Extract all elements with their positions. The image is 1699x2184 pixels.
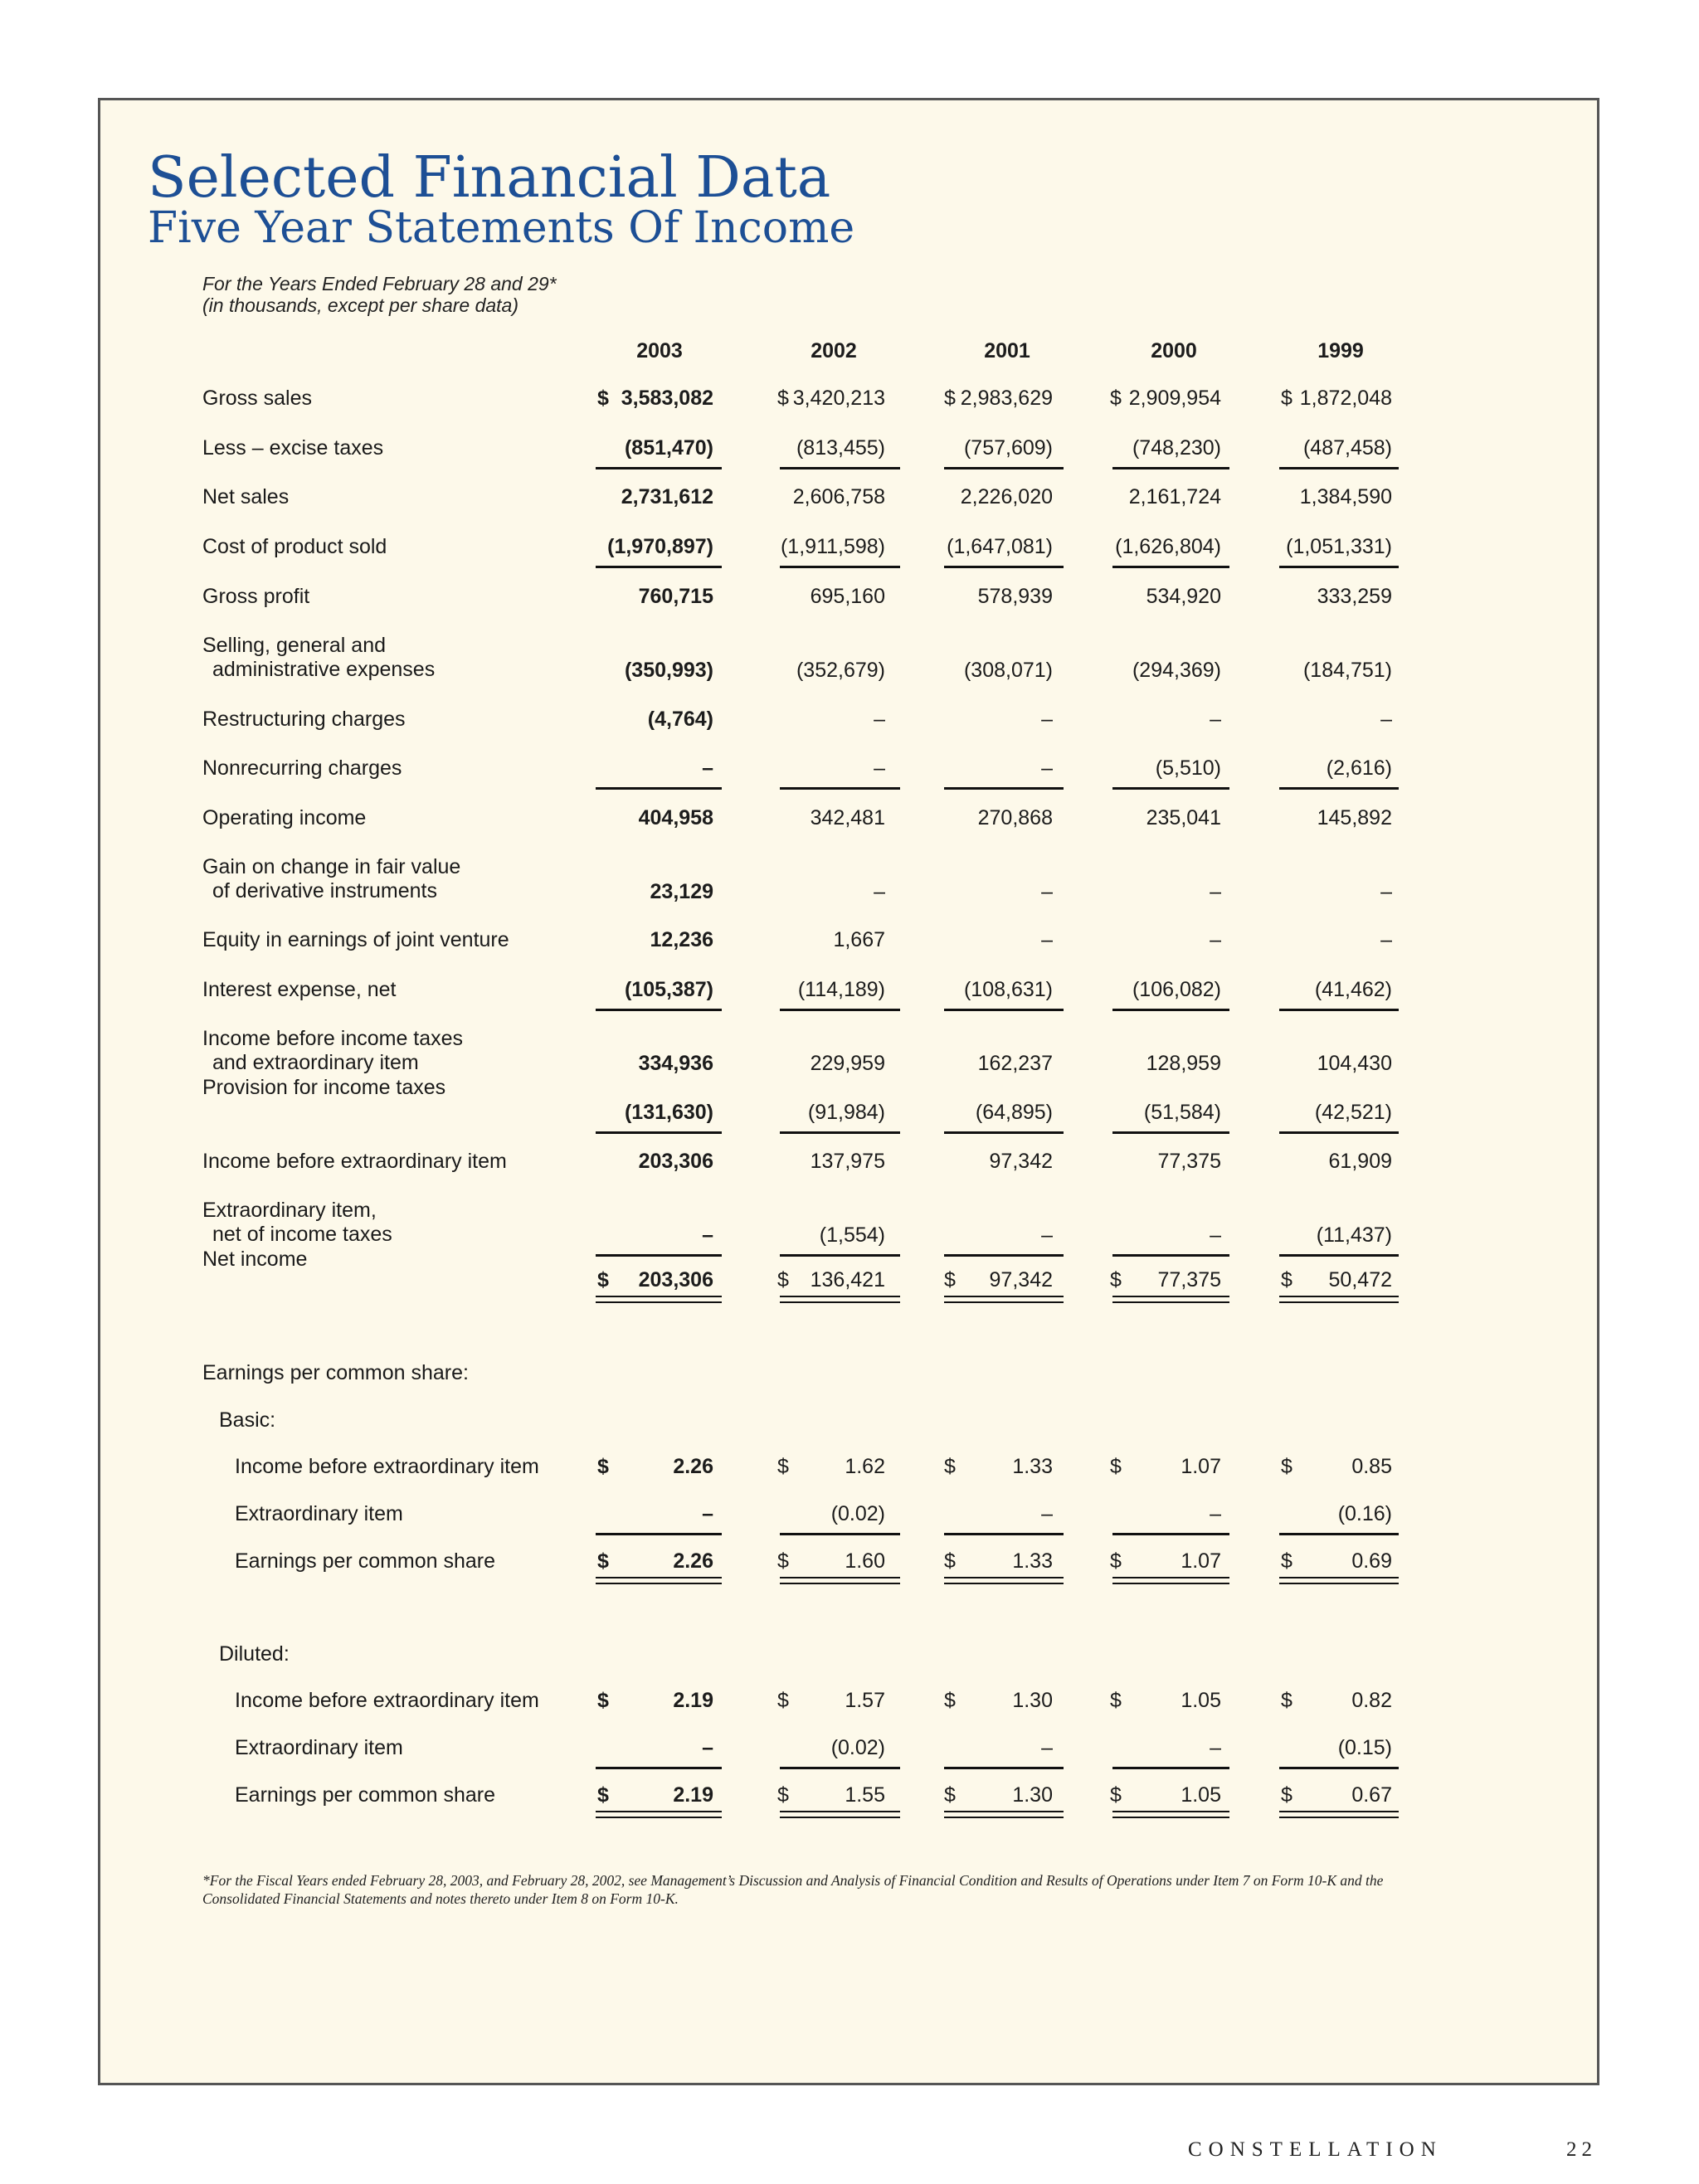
income-row-17-currency-symbol: $ — [1281, 1268, 1293, 1291]
income-row-3-value: 2,226,020 — [960, 485, 1053, 508]
income-row-8-value: (2,616) — [1326, 756, 1392, 780]
eps-diluted-row-3-value: 1.30 — [1012, 1783, 1053, 1807]
total-double-rule — [596, 1577, 722, 1578]
subtotal-rule — [944, 787, 1064, 790]
income-row-1-value: 3,420,213 — [792, 387, 885, 410]
income-row-10-value: – — [874, 880, 885, 903]
eps-basic-row-3-currency-symbol: $ — [1281, 1549, 1293, 1573]
eps-basic-row-1-value: 1.33 — [1012, 1455, 1053, 1478]
eps-basic-row-3-currency-symbol: $ — [597, 1549, 609, 1573]
income-row-10-value: 23,129 — [650, 880, 713, 903]
income-row-3-value: 2,606,758 — [792, 485, 885, 508]
income-row-15-value: 97,342 — [989, 1150, 1053, 1173]
subtotal-rule — [1279, 566, 1399, 568]
income-row-6-label: Selling, general and — [202, 634, 386, 657]
income-row-17-currency-symbol: $ — [777, 1268, 789, 1291]
eps-basic-row-3-value: 1.07 — [1181, 1549, 1221, 1573]
subtotal-rule — [1279, 1254, 1399, 1257]
income-row-9-value: 404,958 — [638, 806, 713, 829]
total-double-rule — [944, 1296, 1064, 1297]
income-row-13-value: 229,959 — [810, 1052, 885, 1075]
income-row-10-value: – — [1380, 880, 1392, 903]
eps-basic-row-3-currency-symbol: $ — [1110, 1549, 1122, 1573]
eps-basic-row-1-currency-symbol: $ — [1281, 1455, 1293, 1478]
income-row-1-value: 1,872,048 — [1299, 387, 1392, 410]
income-row-11-value: – — [1380, 928, 1392, 951]
eps-basic-heading: Basic: — [219, 1408, 276, 1432]
income-row-13-label: and extraordinary item — [212, 1051, 419, 1074]
total-double-rule — [1279, 1817, 1399, 1818]
income-row-10-label: of derivative instruments — [212, 879, 437, 902]
income-row-4-value: (1,626,804) — [1115, 535, 1221, 558]
eps-basic-row-2-value: (0.02) — [830, 1502, 885, 1525]
income-row-7-value: (4,764) — [647, 708, 713, 731]
income-row-12-value: (108,631) — [963, 978, 1053, 1001]
subtotal-rule — [596, 1009, 722, 1011]
income-row-9-label: Operating income — [202, 806, 367, 829]
subtotal-rule — [944, 1254, 1064, 1257]
income-row-5-value: 695,160 — [810, 585, 885, 608]
subtotal-rule — [596, 787, 722, 790]
income-row-14-label: Provision for income taxes — [202, 1076, 446, 1099]
eps-diluted-row-2-value: (0.02) — [830, 1736, 885, 1759]
income-row-12-label: Interest expense, net — [202, 978, 397, 1001]
income-row-8-label: Nonrecurring charges — [202, 756, 402, 780]
total-double-rule — [1112, 1296, 1229, 1297]
income-row-9-value: 145,892 — [1317, 806, 1392, 829]
income-row-8-value: – — [702, 756, 713, 780]
subtotal-rule — [780, 1767, 900, 1769]
total-double-rule — [596, 1583, 722, 1584]
eps-diluted-row-3-currency-symbol: $ — [597, 1783, 609, 1807]
income-row-14-value: (131,630) — [624, 1101, 713, 1124]
eps-diluted-row-1-currency-symbol: $ — [944, 1689, 956, 1712]
income-row-1-currency-symbol: $ — [1281, 387, 1293, 410]
year-header-2002: 2002 — [811, 339, 857, 362]
total-double-rule — [1112, 1583, 1229, 1584]
income-row-3-value: 2,731,612 — [621, 485, 713, 508]
eps-basic-row-3-value: 1.60 — [845, 1549, 885, 1573]
income-row-9-value: 235,041 — [1146, 806, 1221, 829]
income-row-11-value: 1,667 — [833, 928, 885, 951]
subtotal-rule — [1112, 566, 1229, 568]
income-row-13-value: 162,237 — [977, 1052, 1053, 1075]
eps-diluted-row-2-label: Extraordinary item — [235, 1736, 403, 1759]
year-header-2000: 2000 — [1151, 339, 1197, 362]
eps-diluted-row-1-value: 0.82 — [1351, 1689, 1392, 1712]
eps-diluted-row-1-value: 1.05 — [1181, 1689, 1221, 1712]
income-row-8-value: – — [874, 756, 885, 780]
income-row-2-value: (487,458) — [1302, 436, 1392, 460]
total-double-rule — [1112, 1811, 1229, 1812]
subtotal-rule — [780, 1533, 900, 1535]
income-row-1-value: 2,983,629 — [960, 387, 1053, 410]
eps-basic-row-2-value: – — [1041, 1502, 1053, 1525]
income-row-6-label: administrative expenses — [212, 658, 436, 681]
income-row-17-value: 136,421 — [810, 1268, 885, 1291]
income-row-9-value: 270,868 — [977, 806, 1053, 829]
eps-diluted-row-1-currency-symbol: $ — [1110, 1689, 1122, 1712]
subtotal-rule — [1279, 1767, 1399, 1769]
eps-diluted-row-1-label: Income before extraordinary item — [235, 1689, 539, 1712]
income-row-7-value: – — [874, 708, 885, 731]
income-row-16-label: net of income taxes — [212, 1223, 392, 1246]
eps-diluted-row-3-currency-symbol: $ — [1281, 1783, 1293, 1807]
eps-diluted-row-1-value: 2.19 — [673, 1689, 713, 1712]
total-double-rule — [780, 1301, 900, 1303]
income-row-17-currency-symbol: $ — [597, 1268, 609, 1291]
income-row-5-label: Gross profit — [202, 585, 310, 608]
subtotal-rule — [944, 1533, 1064, 1535]
income-row-4-value: (1,051,331) — [1286, 535, 1392, 558]
income-row-17-currency-symbol: $ — [1110, 1268, 1122, 1291]
total-double-rule — [944, 1583, 1064, 1584]
eps-basic-row-3-currency-symbol: $ — [777, 1549, 789, 1573]
income-row-11-value: – — [1210, 928, 1221, 951]
income-row-11-value: – — [1041, 928, 1053, 951]
subtotal-rule — [1279, 1131, 1399, 1134]
subtotal-rule — [780, 1131, 900, 1134]
footnote: *For the Fiscal Years ended February 28, 2003, and February 28, 2002, see Management’s Discussion and Analysis of Financial Condition and Results of Operations under Item 7 on Form 10-K and the Consolidated Financial Statements and notes thereto under Item 8 on Form 10-K. — [202, 1872, 1384, 1907]
subtotal-rule — [780, 566, 900, 568]
income-row-6-value: (352,679) — [796, 659, 885, 682]
subtotal-rule — [780, 467, 900, 469]
eps-diluted-row-1-currency-symbol: $ — [597, 1689, 609, 1712]
year-header-2001: 2001 — [984, 339, 1030, 362]
income-row-13-label: Income before income taxes — [202, 1027, 464, 1050]
eps-diluted-row-2-value: – — [702, 1736, 713, 1759]
subtotal-rule — [944, 1009, 1064, 1011]
eps-basic-row-3-value: 1.33 — [1012, 1549, 1053, 1573]
income-row-3-value: 2,161,724 — [1128, 485, 1221, 508]
income-row-14-value: (51,584) — [1143, 1101, 1221, 1124]
income-row-4-value: (1,970,897) — [607, 535, 713, 558]
income-row-1-label: Gross sales — [202, 387, 312, 410]
total-double-rule — [944, 1577, 1064, 1578]
income-row-12-value: (105,387) — [624, 978, 713, 1001]
income-row-15-value: 61,909 — [1328, 1150, 1392, 1173]
income-row-15-value: 137,975 — [810, 1150, 885, 1173]
subtotal-rule — [1279, 1533, 1399, 1535]
eps-diluted-row-1-currency-symbol: $ — [1281, 1689, 1293, 1712]
income-row-17-currency-symbol: $ — [944, 1268, 956, 1291]
footer-brand: CONSTELLATION — [1188, 2138, 1443, 2161]
subtotal-rule — [1112, 1254, 1229, 1257]
income-row-17-value: 50,472 — [1328, 1268, 1392, 1291]
income-row-6-value: (294,369) — [1132, 659, 1221, 682]
income-row-5-value: 760,715 — [638, 585, 713, 608]
eps-basic-row-1-value: 1.62 — [845, 1455, 885, 1478]
eps-basic-row-2-value: – — [702, 1502, 713, 1525]
eps-diluted-row-3-currency-symbol: $ — [777, 1783, 789, 1807]
income-row-7-label: Restructuring charges — [202, 708, 406, 731]
total-double-rule — [1112, 1817, 1229, 1818]
total-double-rule — [944, 1301, 1064, 1303]
income-row-14-value: (64,895) — [975, 1101, 1053, 1124]
total-double-rule — [780, 1577, 900, 1578]
eps-basic-row-2-label: Extraordinary item — [235, 1502, 403, 1525]
subtotal-rule — [596, 1767, 722, 1769]
eps-diluted-heading: Diluted: — [219, 1642, 290, 1666]
eps-basic-row-1-value: 1.07 — [1181, 1455, 1221, 1478]
income-row-1-value: 2,909,954 — [1128, 387, 1221, 410]
subtotal-rule — [1112, 1131, 1229, 1134]
subtotal-rule — [780, 1009, 900, 1011]
subtotal-rule — [1279, 787, 1399, 790]
income-row-7-value: – — [1380, 708, 1392, 731]
total-double-rule — [1279, 1583, 1399, 1584]
total-double-rule — [944, 1817, 1064, 1818]
subtotal-rule — [1112, 467, 1229, 469]
total-double-rule — [1112, 1577, 1229, 1578]
income-row-6-value: (184,751) — [1302, 659, 1392, 682]
income-row-14-value: (42,521) — [1314, 1101, 1392, 1124]
income-row-17-value: 97,342 — [989, 1268, 1053, 1291]
income-row-1-currency-symbol: $ — [597, 387, 609, 410]
total-double-rule — [596, 1301, 722, 1303]
eps-diluted-row-3-currency-symbol: $ — [1110, 1783, 1122, 1807]
eps-diluted-row-3-currency-symbol: $ — [944, 1783, 956, 1807]
eps-diluted-row-3-value: 1.55 — [845, 1783, 885, 1807]
income-row-11-label: Equity in earnings of joint venture — [202, 928, 509, 951]
eps-basic-row-1-label: Income before extraordinary item — [235, 1455, 539, 1478]
subtotal-rule — [944, 1131, 1064, 1134]
income-row-16-value: (1,554) — [819, 1223, 885, 1247]
total-double-rule — [1279, 1577, 1399, 1578]
income-row-8-value: (5,510) — [1155, 756, 1221, 780]
subtotal-rule — [596, 1254, 722, 1257]
units-note: (in thousands, except per share data) — [202, 294, 519, 316]
subtotal-rule — [596, 467, 722, 469]
income-row-16-value: – — [1210, 1223, 1221, 1247]
eps-diluted-row-2-value: (0.15) — [1337, 1736, 1392, 1759]
total-double-rule — [1279, 1301, 1399, 1303]
income-row-12-value: (41,462) — [1314, 978, 1392, 1001]
income-row-2-value: (851,470) — [624, 436, 713, 460]
eps-basic-row-3-value: 2.26 — [673, 1549, 713, 1573]
total-double-rule — [944, 1811, 1064, 1812]
subtotal-rule — [944, 1767, 1064, 1769]
income-row-5-value: 534,920 — [1146, 585, 1221, 608]
subtotal-rule — [1112, 787, 1229, 790]
total-double-rule — [596, 1817, 722, 1818]
eps-diluted-row-1-currency-symbol: $ — [777, 1689, 789, 1712]
income-row-10-value: – — [1041, 880, 1053, 903]
eps-basic-row-1-currency-symbol: $ — [944, 1455, 956, 1478]
income-row-13-value: 104,430 — [1317, 1052, 1392, 1075]
year-header-2003: 2003 — [636, 339, 683, 362]
income-row-7-value: – — [1041, 708, 1053, 731]
page-number: 22 — [1566, 2138, 1597, 2161]
income-row-4-value: (1,911,598) — [780, 535, 885, 558]
income-row-13-value: 128,959 — [1146, 1052, 1221, 1075]
total-double-rule — [596, 1296, 722, 1297]
eps-basic-row-2-value: – — [1210, 1502, 1221, 1525]
period-note: For the Years Ended February 28 and 29* — [202, 273, 557, 294]
eps-basic-row-3-currency-symbol: $ — [944, 1549, 956, 1573]
eps-basic-row-2-value: (0.16) — [1337, 1502, 1392, 1525]
income-row-15-label: Income before extraordinary item — [202, 1150, 507, 1173]
income-row-13-value: 334,936 — [638, 1052, 713, 1075]
page-title: Selected Financial Data — [148, 145, 831, 211]
subtotal-rule — [1112, 1767, 1229, 1769]
subtotal-rule — [596, 1533, 722, 1535]
total-double-rule — [780, 1296, 900, 1297]
eps-basic-row-1-value: 0.85 — [1351, 1455, 1392, 1478]
income-row-6-value: (350,993) — [624, 659, 713, 682]
eps-diluted-row-2-value: – — [1210, 1736, 1221, 1759]
income-row-12-value: (106,082) — [1132, 978, 1221, 1001]
income-row-5-value: 333,259 — [1317, 585, 1392, 608]
income-row-14-value: (91,984) — [807, 1101, 885, 1124]
eps-heading: Earnings per common share: — [202, 1361, 469, 1384]
subtotal-rule — [780, 787, 900, 790]
income-row-3-value: 1,384,590 — [1299, 485, 1392, 508]
subtotal-rule — [596, 1131, 722, 1134]
total-double-rule — [1279, 1811, 1399, 1812]
eps-basic-row-1-currency-symbol: $ — [777, 1455, 789, 1478]
subtotal-rule — [1112, 1533, 1229, 1535]
income-row-2-value: (813,455) — [796, 436, 885, 460]
subtotal-rule — [944, 566, 1064, 568]
income-row-1-currency-symbol: $ — [1110, 387, 1122, 410]
income-row-4-label: Cost of product sold — [202, 535, 387, 558]
income-row-8-value: – — [1041, 756, 1053, 780]
total-double-rule — [780, 1583, 900, 1584]
subtotal-rule — [1112, 1009, 1229, 1011]
eps-basic-row-1-value: 2.26 — [673, 1455, 713, 1478]
page-subtitle: Five Year Statements Of Income — [148, 203, 855, 253]
income-row-17-value: 203,306 — [638, 1268, 713, 1291]
income-row-17-label: Net income — [202, 1248, 308, 1271]
eps-basic-row-3-label: Earnings per common share — [235, 1549, 496, 1573]
subtotal-rule — [944, 467, 1064, 469]
eps-diluted-row-2-value: – — [1041, 1736, 1053, 1759]
income-row-1-currency-symbol: $ — [777, 387, 789, 410]
income-row-16-label: Extraordinary item, — [202, 1199, 377, 1222]
eps-diluted-row-1-value: 1.30 — [1012, 1689, 1053, 1712]
income-row-15-value: 203,306 — [638, 1150, 713, 1173]
income-row-5-value: 578,939 — [977, 585, 1053, 608]
income-row-2-label: Less – excise taxes — [202, 436, 384, 460]
income-row-16-value: – — [702, 1223, 713, 1247]
total-double-rule — [1112, 1301, 1229, 1303]
income-row-10-value: – — [1210, 880, 1221, 903]
income-row-16-value: (11,437) — [1316, 1223, 1392, 1247]
total-double-rule — [780, 1817, 900, 1818]
income-row-2-value: (757,609) — [963, 436, 1053, 460]
subtotal-rule — [1279, 467, 1399, 469]
income-row-7-value: – — [1210, 708, 1221, 731]
income-row-11-value: 12,236 — [650, 928, 713, 951]
eps-basic-row-1-currency-symbol: $ — [597, 1455, 609, 1478]
income-row-15-value: 77,375 — [1157, 1150, 1221, 1173]
year-header-1999: 1999 — [1317, 339, 1364, 362]
eps-basic-row-1-currency-symbol: $ — [1110, 1455, 1122, 1478]
eps-diluted-row-1-value: 1.57 — [845, 1689, 885, 1712]
income-row-2-value: (748,230) — [1132, 436, 1221, 460]
subtotal-rule — [1279, 1009, 1399, 1011]
eps-diluted-row-3-label: Earnings per common share — [235, 1783, 496, 1807]
subtotal-rule — [780, 1254, 900, 1257]
income-row-9-value: 342,481 — [810, 806, 885, 829]
subtotal-rule — [596, 566, 722, 568]
income-row-10-label: Gain on change in fair value — [202, 855, 461, 878]
income-row-1-currency-symbol: $ — [944, 387, 956, 410]
eps-diluted-row-3-value: 2.19 — [673, 1783, 713, 1807]
eps-diluted-row-3-value: 1.05 — [1181, 1783, 1221, 1807]
eps-diluted-row-3-value: 0.67 — [1351, 1783, 1392, 1807]
income-row-12-value: (114,189) — [797, 978, 885, 1001]
income-row-17-value: 77,375 — [1157, 1268, 1221, 1291]
income-row-16-value: – — [1041, 1223, 1053, 1247]
income-row-6-value: (308,071) — [963, 659, 1053, 682]
income-row-3-label: Net sales — [202, 485, 290, 508]
total-double-rule — [780, 1811, 900, 1812]
total-double-rule — [596, 1811, 722, 1812]
total-double-rule — [1279, 1296, 1399, 1297]
income-row-1-value: 3,583,082 — [621, 387, 713, 410]
income-row-4-value: (1,647,081) — [947, 535, 1053, 558]
eps-basic-row-3-value: 0.69 — [1351, 1549, 1392, 1573]
